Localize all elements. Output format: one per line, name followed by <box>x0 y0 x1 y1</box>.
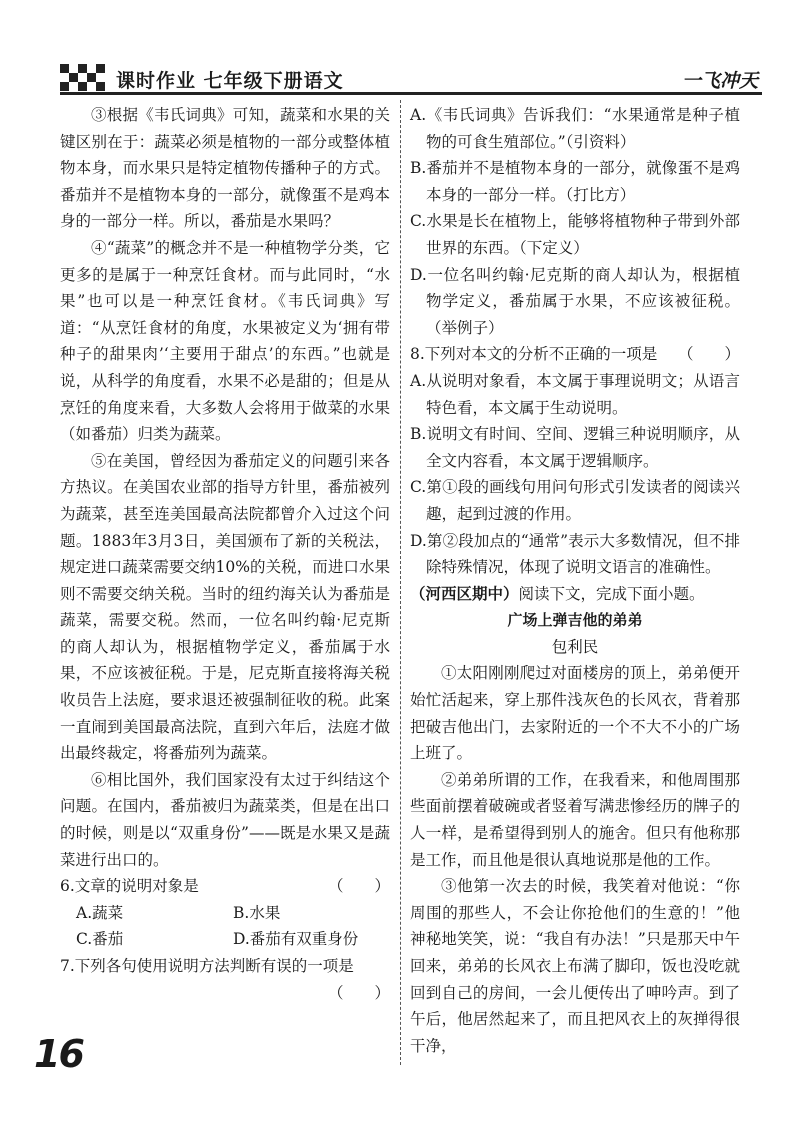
header-brand: 一飞冲天 <box>681 70 758 92</box>
passage-author: 包利民 <box>551 637 599 656</box>
checker-logo-icon <box>60 64 106 90</box>
instruction-text: 阅读下文，完成下面小题。 <box>518 584 705 603</box>
question-6-options-row-1 <box>60 900 390 927</box>
paragraph-3: ③根据《韦氏词典》可知，蔬菜和水果的关键区别在于：蔬菜必须是植物的一部分或整体植物本身，而水果只是特定植物传播种子的方式。番茄并不是植物本身的一部分，就像蛋不是鸡本身的一部分一样。所以，番茄是水果吗？ <box>60 106 390 231</box>
question-6-option-d: D.番茄有双重身份 <box>233 930 359 949</box>
passage-paragraph-3: ③他第一次去的时候，我笑着对他说：“你周围的那些人，不会让你抢他们的生意的！”他神秘地笑笑，说：“我自有办法！”只是那天中午回来，弟弟的长风衣上布满了脚印，饭也没吃就回到自己的房间，一会儿便传出了呻吟声。到了午后，他居然起来了，而且把风衣上的灰掸得很干净， <box>410 877 740 1055</box>
question-7-option-d: D.一位名叫约翰·尼克斯的商人却认为，根据植物学定义，番茄属于水果，不应该被征税。（举例子） <box>410 265 740 337</box>
question-6 <box>60 873 390 900</box>
header-rule <box>60 92 762 95</box>
header-title: 课时作业 七年级下册语文 <box>116 70 344 92</box>
question-7-answer-blank <box>60 980 390 1007</box>
page-number: 16 <box>34 1032 83 1076</box>
right-column <box>410 102 740 1059</box>
question-6-options-row-2 <box>60 926 390 953</box>
paragraph-5: ⑤在美国，曾经因为番茄定义的问题引来各方热议。在美国农业部的指导方针里，番茄被列为蔬菜，甚至连美国最高法院都曾介入过这个问题。1883年3月3日，美国颁布了新的关税法，规定进口蔬菜需要交纳10%的关税，而进口水果则不需要交纳关税。当时的纽约海关认为番茄是蔬菜，需要交税。然而，一位名叫约翰·尼克斯的商人却认为，根据植物学定义，番茄属于水果，不应该被征税。于是，尼克斯直接将海关税收员告上法庭，要求退还被强制征收的税。此案一直闹到美国最高法院，直到六年后，法庭才做出最终裁定，将番茄列为蔬菜。 <box>60 451 390 763</box>
paragraph-4: ④“蔬菜”的概念并不是一种植物学分类，它更多的是属于一种烹饪食材。而与此同时，“水果”也可以是一种烹饪食材。《韦氏词典》写道：“从烹饪食材的角度，水果被定义为‘拥有带种子的甜果肉’‘主要用于甜点’的东西。”也就是说，从科学的角度看，水果不必是甜的；但是从烹饪的角度来看，大多数人会将用于做菜的水果（如番茄）归类为蔬菜。 <box>60 238 390 444</box>
question-7-option-b: B.番茄并不是植物本身的一部分，就像蛋不是鸡本身的一部分一样。（打比方） <box>410 159 740 204</box>
passage-paragraph-2: ②弟弟所谓的工作，在我看来，和他周围那些面前摆着破碗或者竖着写满悲惨经历的牌子的人一样，是希望得到别人的施舍。但只有他称那是工作，而且他是很认真地说那是他的工作。 <box>410 770 740 869</box>
passage-title: 广场上弹吉他的弟弟 <box>507 611 643 630</box>
column-divider <box>400 100 401 1065</box>
page-header <box>60 62 760 94</box>
left-column <box>60 102 390 1006</box>
question-8 <box>410 341 740 368</box>
question-6-option-b: B.水果 <box>233 903 281 922</box>
question-6-option-c: C.番茄 <box>76 930 124 949</box>
question-6-option-a: A.蔬菜 <box>76 903 124 922</box>
question-7: 7.下列各句使用说明方法判断有误的一项是 <box>60 957 354 975</box>
question-8-option-c: C.第①段的画线句用问句形式引发读者的阅读兴趣，起到过渡的作用。 <box>410 478 740 523</box>
question-6-answer-blank: （ ） <box>327 877 390 896</box>
reading-instruction <box>410 581 740 608</box>
question-8-option-a: A.从说明对象看，本文属于事理说明文；从语言特色看，本文属于生动说明。 <box>410 371 740 417</box>
paragraph-6: ⑥相比国外，我们国家没有太过于纠结这个问题。在国内，番茄被归为蔬菜类，但是在出口的时候，则是以“双重身份”——既是水果又是蔬菜进行出口的。 <box>60 770 390 869</box>
question-6-stem: 6.文章的说明对象是 <box>60 877 199 896</box>
source-label: （河西区期中） <box>410 584 519 603</box>
question-8-answer-blank: （ ） <box>677 345 740 364</box>
passage-paragraph-1: ①太阳刚刚爬过对面楼房的顶上，弟弟便开始忙活起来，穿上那件浅灰色的长风衣，背着那把破吉他出门，去家附近的一个不大不小的广场上班了。 <box>410 664 740 763</box>
question-8-stem: 8.下列对本文的分析不正确的一项是 <box>410 345 658 364</box>
question-7-option-a: A.《韦氏词典》告诉我们：“水果通常是种子植物的可食生殖部位。”（引资料） <box>410 106 740 151</box>
question-7-paren: （ ） <box>327 983 390 1002</box>
question-8-option-d: D.第②段加点的“通常”表示大多数情况，但不排除特殊情况，体现了说明文语言的准确性。 <box>410 531 740 577</box>
question-7-option-c: C.水果是长在植物上，能够将植物种子带到外部世界的东西。（下定义） <box>410 212 740 257</box>
question-8-option-b: B.说明文有时间、空间、逻辑三种说明顺序，从全文内容看，本文属于逻辑顺序。 <box>410 425 740 470</box>
